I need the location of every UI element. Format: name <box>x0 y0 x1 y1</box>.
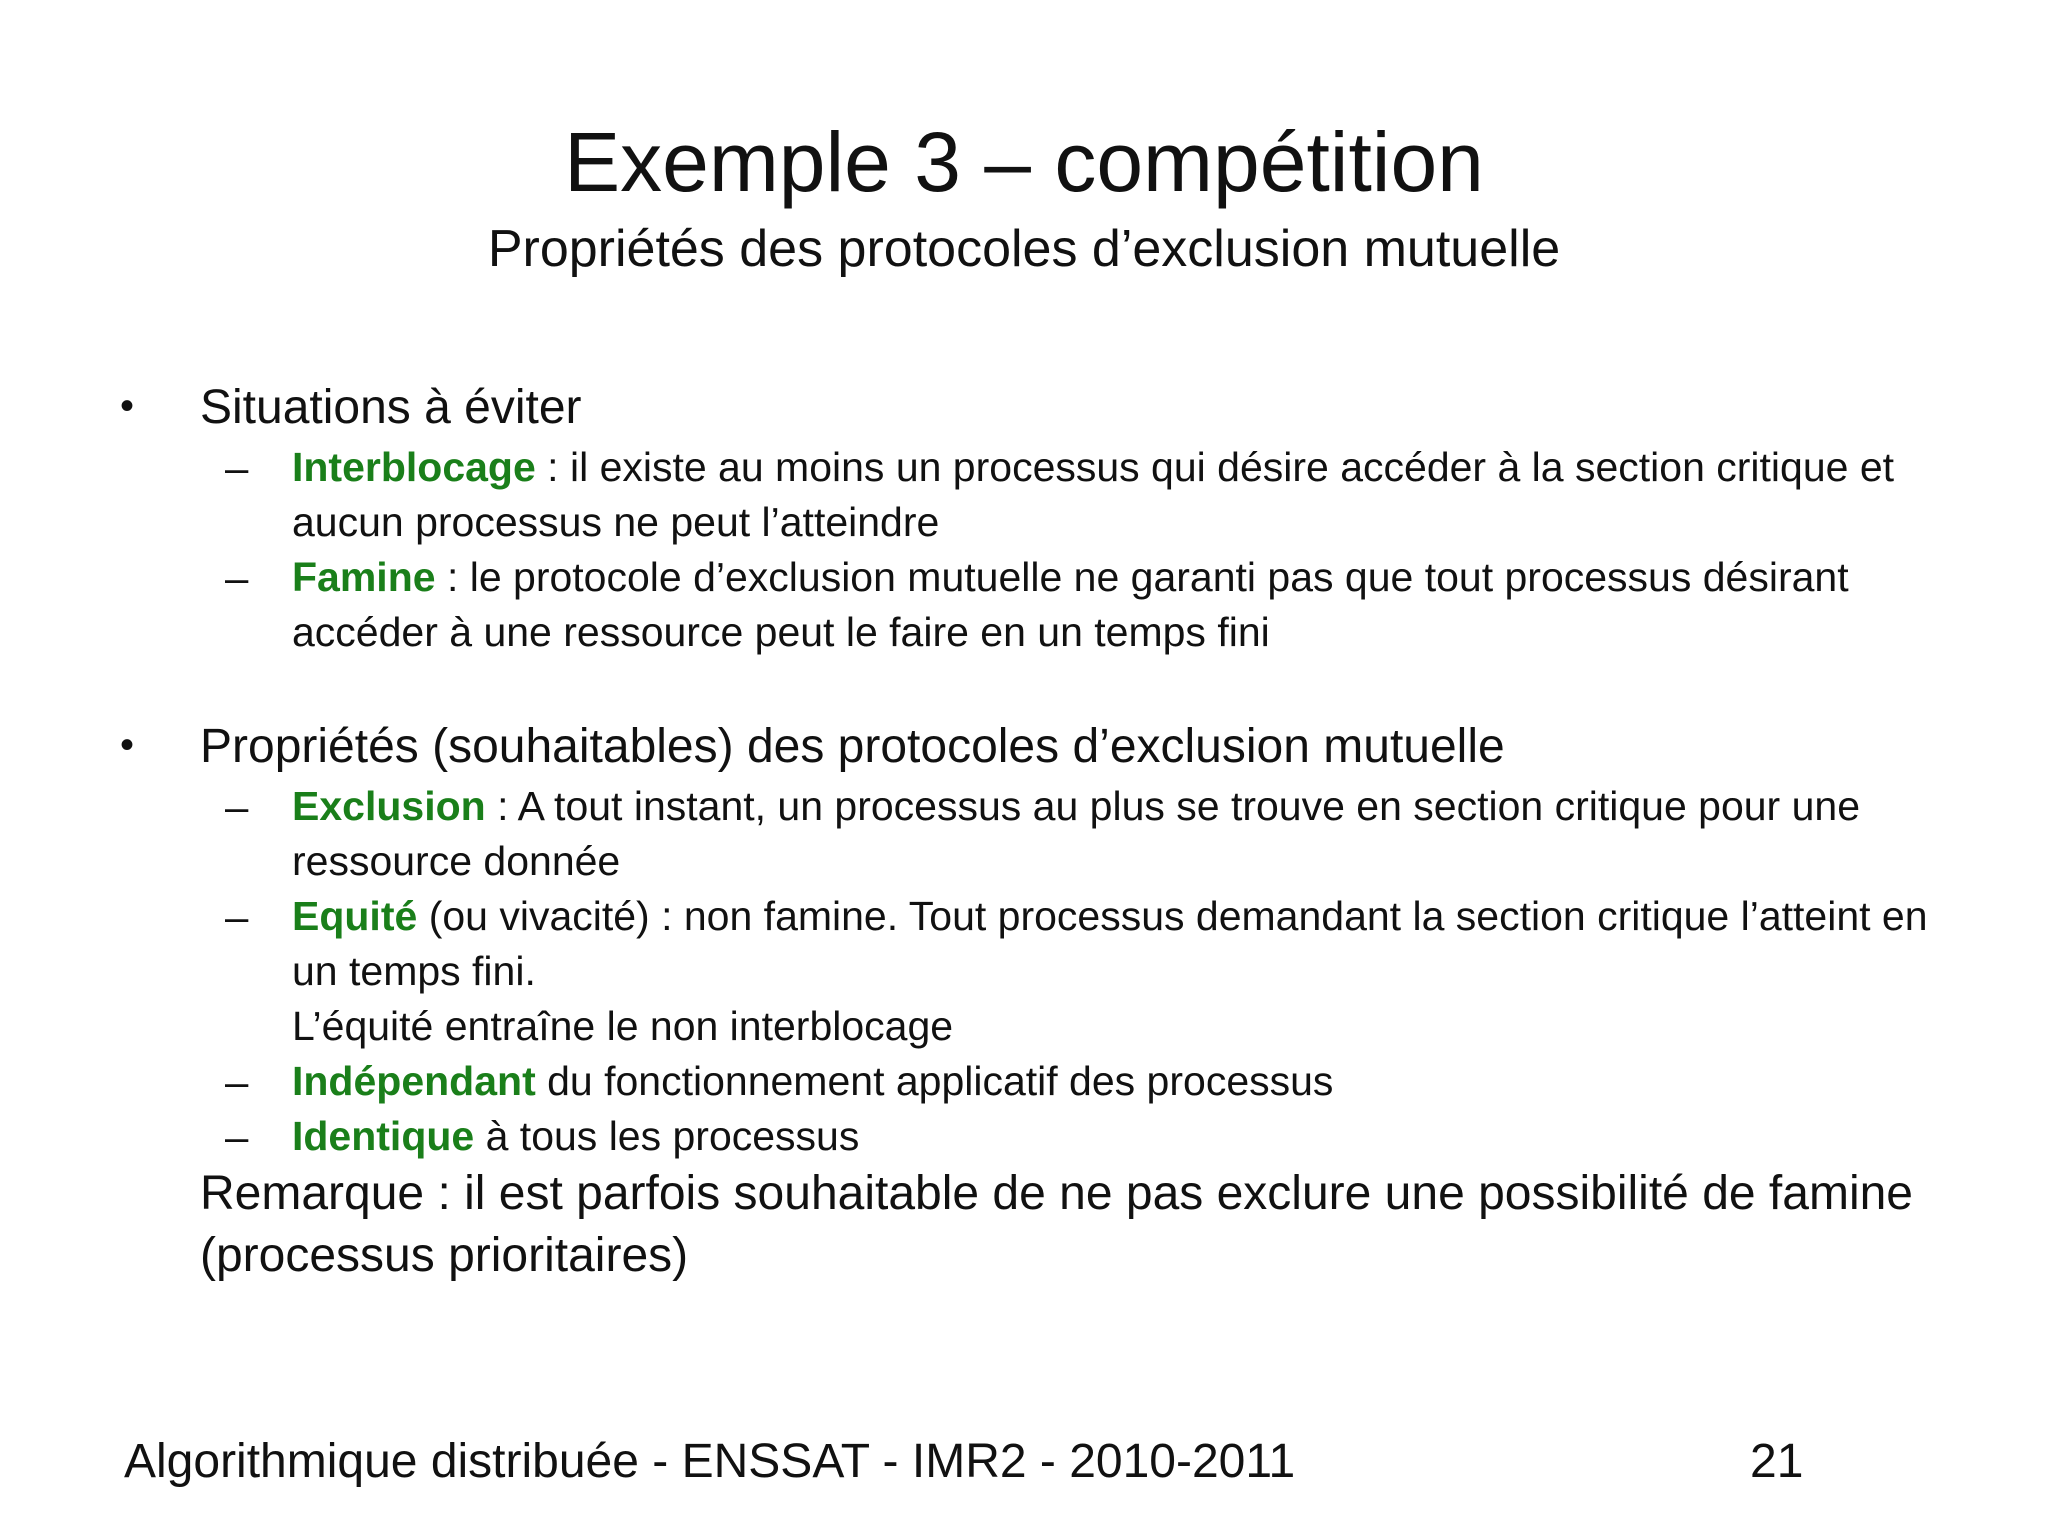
dash-marker: – <box>225 444 249 491</box>
item-description: : A tout instant, un processus au plus se trouve en section critique pour une ressource donnée <box>292 783 1861 884</box>
item-text <box>292 550 1942 660</box>
dash-marker: – <box>225 783 249 830</box>
section-heading-situations: Situations à éviter <box>200 381 582 434</box>
item-text <box>292 779 1942 889</box>
list-item-independant <box>225 1054 1945 1109</box>
keyword-interblocage: Interblocage <box>292 444 536 490</box>
dash-marker: – <box>225 893 249 940</box>
item-description: à tous les processus <box>474 1113 860 1159</box>
item-continuation: L’équité entraîne le non interblocage <box>292 1003 954 1049</box>
slide-title: Exemple 3 – compétition <box>564 115 1484 209</box>
list-item-famine <box>225 550 1945 660</box>
keyword-exclusion: Exclusion <box>292 783 486 829</box>
keyword-independant: Indépendant <box>292 1058 536 1104</box>
dash-marker: – <box>225 554 249 601</box>
keyword-equite: Equité <box>292 893 418 939</box>
item-text <box>292 1109 1942 1164</box>
section-heading-proprietes: Propriétés (souhaitables) des protocoles d’exclusion mutuelle <box>200 720 1505 773</box>
item-text <box>292 889 1942 999</box>
keyword-famine: Famine <box>292 554 436 600</box>
dash-marker: – <box>225 1058 249 1105</box>
item-text <box>292 440 1942 550</box>
keyword-identique: Identique <box>292 1113 475 1159</box>
list-item-exclusion <box>225 779 1945 889</box>
list-item-interblocage <box>225 440 1945 550</box>
item-description: (ou vivacité) : non famine. Tout processus demandant la section critique l’atteint en un temps fini. <box>292 893 1928 994</box>
bullet-marker: • <box>120 384 135 428</box>
bullet-marker: • <box>120 723 135 767</box>
item-description: : le protocole d’exclusion mutuelle ne garanti pas que tout processus désirant accéder à une ressource peut le faire en un temps fini <box>292 554 1849 655</box>
item-description: : il existe au moins un processus qui désire accéder à la section critique et aucun processus ne peut l’atteindre <box>292 444 1895 545</box>
item-description: du fonctionnement applicatif des processus <box>535 1058 1334 1104</box>
page-number: 21 <box>1750 1435 1804 1488</box>
remark-text: Remarque : il est parfois souhaitable de ne pas exclure une possibilité de famine (processus prioritaires) <box>200 1167 1913 1282</box>
list-item-identique <box>225 1109 1945 1164</box>
footer-text: Algorithmique distribuée - ENSSAT - IMR2 - 2010-2011 <box>124 1435 1296 1488</box>
dash-marker: – <box>225 1113 249 1160</box>
slide-subtitle: Propriétés des protocoles d’exclusion mutuelle <box>487 220 1561 278</box>
list-item-equite <box>225 889 1945 999</box>
item-text <box>292 1054 1942 1109</box>
